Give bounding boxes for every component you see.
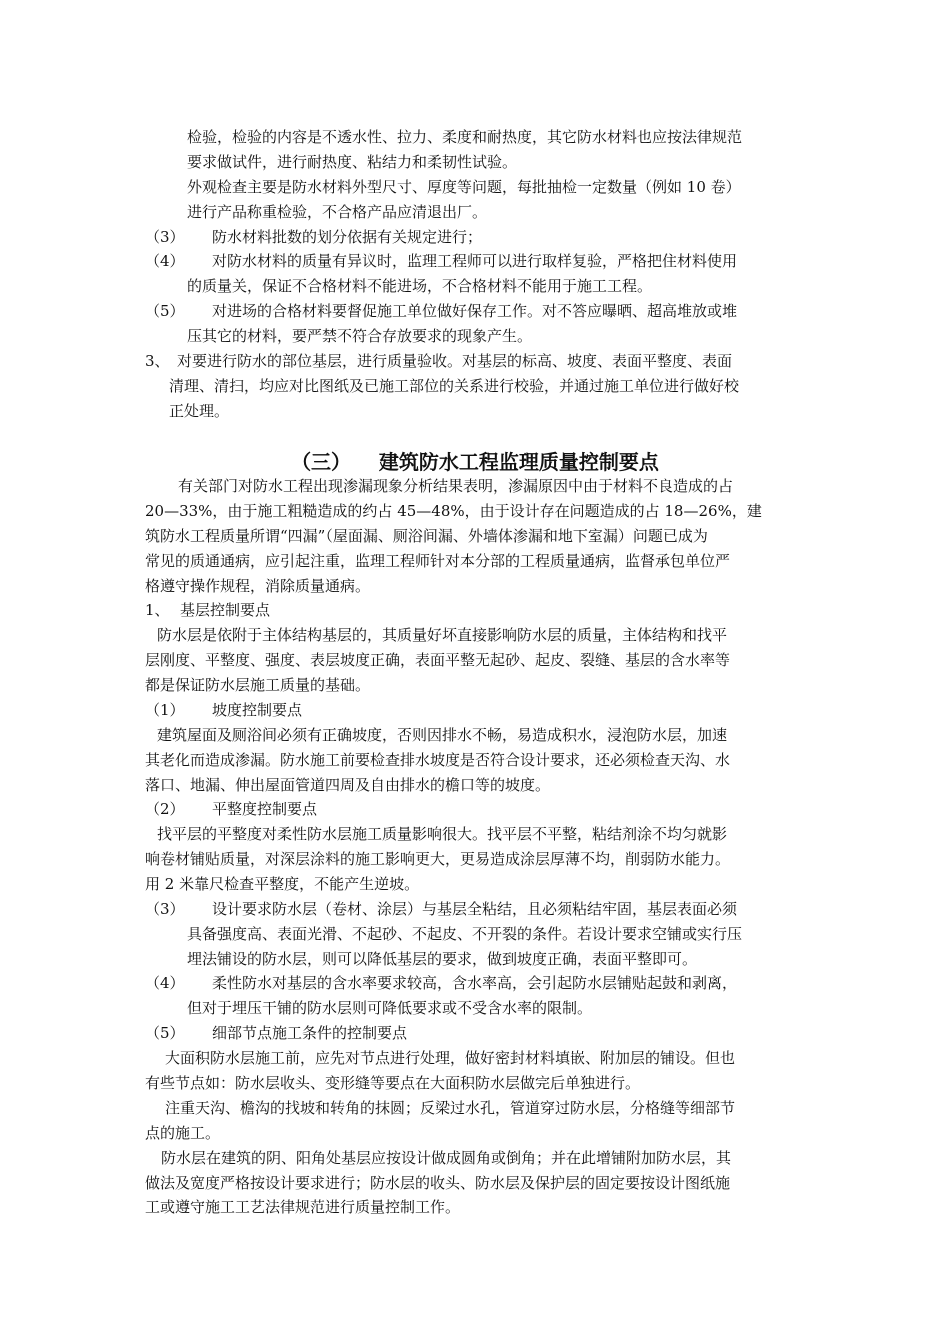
body-line: 外观检查主要是防水材料外型尺寸、厚度等问题，每批抽检一定数量（例如 10 卷）	[187, 178, 741, 196]
body-line: 对要进行防水的部位基层，进行质量验收。对基层的标高、坡度、表面平整度、表面	[177, 352, 733, 370]
body-line: 有关部门对防水工程出现渗漏现象分析结果表明，渗漏原因中由于材料不良造成的占	[178, 477, 734, 495]
body-line: 层刚度、平整度、强度、表层坡度正确，表面平整无起砂、起皮、裂缝、基层的含水率等	[145, 651, 731, 669]
body-line: 响卷材铺贴质量，对深层涂料的施工影响更大，更易造成涂层厚薄不均，削弱防水能力。	[145, 850, 731, 868]
list-number: （5）	[145, 302, 185, 320]
list-number: （3）	[145, 228, 185, 246]
body-line: 常见的质通通病，应引起注重，监理工程师针对本分部的工程质量通病，监督承包单位严	[145, 552, 731, 570]
body-line: 都是保证防水层施工质量的基础。	[145, 676, 371, 694]
body-line: 防水材料批数的划分依据有关规定进行；	[212, 228, 483, 246]
body-line: 注重天沟、檐沟的找坡和转角的抹圆；反梁过水孔，管道穿过防水层，分格缝等细部节	[165, 1099, 736, 1117]
body-line: 工或遵守施工工艺法律规范进行质量控制工作。	[145, 1198, 461, 1216]
list-number: （4）	[145, 252, 185, 270]
body-line: 有些节点如：防水层收头、变形缝等要点在大面积防水层做完后单独进行。	[145, 1074, 641, 1092]
body-line: 用 2 米靠尺检查平整度，不能产生逆坡。	[145, 875, 420, 893]
list-number: 1、	[145, 601, 170, 619]
body-line: 对防水材料的质量有异议时，监理工程师可以进行取样复验，严格把住材料使用	[212, 252, 738, 270]
body-line: 柔性防水对基层的含水率要求较高，含水率高，会引起防水层铺贴起鼓和剥离，	[212, 974, 738, 992]
body-line: 但对于埋压干铺的防水层则可降低要求或不受含水率的限制。	[187, 999, 593, 1017]
body-line: 进行产品称重检验，不合格产品应清退出厂。	[187, 203, 488, 221]
body-line: 压其它的材料，要严禁不符合存放要求的现象产生。	[187, 327, 533, 345]
body-line: 格遵守操作规程，消除质量通病。	[145, 577, 371, 595]
body-line: 大面积防水层施工前，应先对节点进行处理，做好密封材料填嵌、附加层的铺设。但也	[165, 1049, 736, 1067]
body-line: 具备强度高、表面光滑、不起砂、不起皮、不开裂的条件。若设计要求空铺或实行压	[187, 925, 743, 943]
body-line: 落口、地漏、伸出屋面管道四周及自由排水的檐口等的坡度。	[145, 776, 551, 794]
body-line: 检验，检验的内容是不透水性、拉力、柔度和耐热度，其它防水材料也应按法律规范	[187, 128, 743, 146]
section-heading: （三） 建筑防水工程监理质量控制要点	[291, 450, 659, 474]
body-line: 埋法铺设的防水层，则可以降低基层的要求，做到坡度正确，表面平整即可。	[187, 950, 698, 968]
subheading: 基层控制要点	[180, 601, 271, 619]
list-number: （2）	[145, 800, 185, 818]
subheading: 平整度控制要点	[212, 800, 318, 818]
body-line: 防水层在建筑的阴、阳角处基层应按设计做成圆角或倒角；并在此增铺附加防水层，其	[161, 1149, 732, 1167]
list-number: （3）	[145, 900, 185, 918]
body-line: 防水层是依附于主体结构基层的，其质量好坏直接影响防水层的质量，主体结构和找平	[157, 626, 728, 644]
subheading: 细部节点施工条件的控制要点	[212, 1024, 408, 1042]
body-line: 找平层的平整度对柔性防水层施工质量影响很大。找平层不平整，粘结剂涂不均匀就影	[157, 825, 728, 843]
list-number: （5）	[145, 1024, 185, 1042]
body-line: 的质量关，保证不合格材料不能进场，不合格材料不能用于施工工程。	[187, 277, 653, 295]
list-number: （4）	[145, 974, 185, 992]
body-line: 清理、清扫，均应对比图纸及已施工部位的关系进行校验，并通过施工单位进行做好校	[169, 377, 740, 395]
body-line: 正处理。	[169, 402, 230, 420]
subheading: 坡度控制要点	[212, 701, 303, 719]
body-line: 对进场的合格材料要督促施工单位做好保存工作。对不答应曝晒、超高堆放或堆	[212, 302, 738, 320]
body-line: 做法及宽度严格按设计要求进行；防水层的收头、防水层及保护层的固定要按设计图纸施	[145, 1174, 731, 1192]
body-line: 筑防水工程质量所谓“四漏”（屋面漏、厕浴间漏、外墙体渗漏和地下室漏）问题已成为	[145, 527, 708, 545]
list-number: 3、	[145, 352, 170, 370]
body-line: 设计要求防水层（卷材、涂层）与基层全粘结，且必须粘结牢固，基层表面必须	[212, 900, 738, 918]
body-line: 其老化而造成渗漏。防水施工前要检查排水坡度是否符合设计要求，还必须检查天沟、水	[145, 751, 731, 769]
body-line: 20—33%，由于施工粗糙造成的约占 45—48%，由于设计存在问题造成的占 18—26%，建	[145, 502, 762, 520]
body-line: 要求做试件，进行耐热度、粘结力和柔韧性试验。	[187, 153, 518, 171]
body-line: 建筑屋面及厕浴间必须有正确坡度，否则因排水不畅，易造成积水，浸泡防水层，加速	[157, 726, 728, 744]
body-line: 点的施工。	[145, 1124, 221, 1142]
list-number: （1）	[145, 701, 185, 719]
